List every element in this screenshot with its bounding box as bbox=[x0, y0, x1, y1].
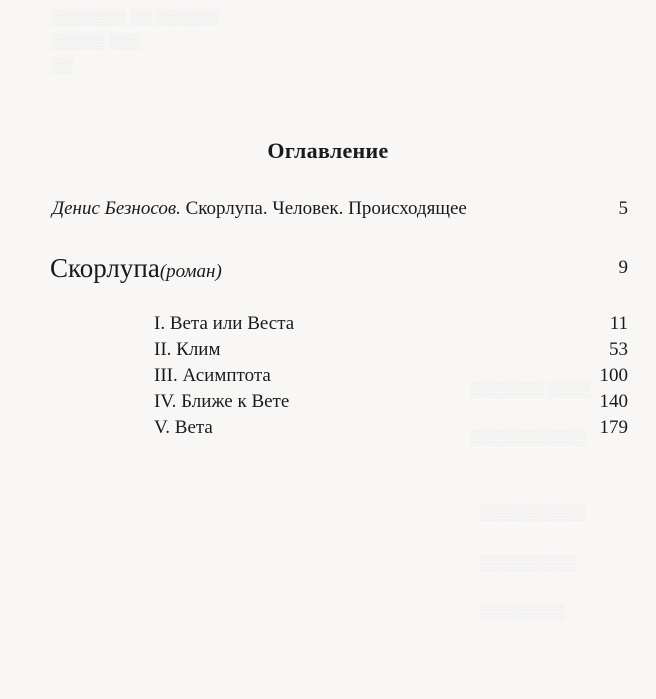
chapter-page-number: 140 bbox=[599, 391, 628, 412]
intro-author: Денис Безносов. bbox=[52, 198, 181, 219]
page-title: Оглавление bbox=[267, 138, 389, 163]
bleed-through-2: ▒▒▒▒▒ ▒▒▒ bbox=[52, 34, 141, 50]
bleed-through-4: ▒▒▒▒▒▒▒ ▒▒▒▒ bbox=[470, 382, 591, 398]
bleed-through-1: ▒▒▒▒▒▒▒ ▒▒ ▒▒▒▒▒▒ bbox=[52, 10, 219, 26]
toc-entry-intro bbox=[52, 197, 628, 221]
bleed-through-6: ▒▒▒▒▒▒▒▒▒▒ bbox=[480, 505, 587, 521]
bleed-through-8: ▒▒▒▒▒▒▒▒ bbox=[480, 605, 566, 621]
novel-title: Скорлупа bbox=[50, 253, 160, 283]
chapter-title: II. Клим bbox=[154, 339, 221, 360]
chapter-title: V. Вета bbox=[154, 417, 213, 438]
novel-page-number: 9 bbox=[618, 257, 628, 278]
chapter-list bbox=[154, 311, 628, 441]
chapter-title: III. Асимптота bbox=[154, 365, 271, 386]
chapter-entry-2 bbox=[154, 337, 628, 363]
chapter-entry-1 bbox=[154, 311, 628, 337]
intro-page-number: 5 bbox=[618, 198, 628, 219]
novel-subtitle: (роман) bbox=[159, 261, 222, 282]
chapter-page-number: 11 bbox=[609, 313, 628, 334]
bleed-through-7: ▒▒▒▒▒▒▒▒▒ bbox=[480, 555, 576, 571]
bleed-through-5: ▒▒▒▒▒▒▒▒▒▒▒ bbox=[470, 430, 587, 446]
chapter-entry-3 bbox=[154, 363, 628, 389]
chapter-title: IV. Ближе к Вете bbox=[154, 391, 290, 412]
intro-text: Скорлупа. Человек. Происходящее bbox=[185, 198, 467, 219]
chapter-page-number: 53 bbox=[609, 339, 628, 360]
chapter-entry-5 bbox=[154, 415, 628, 441]
chapter-page-number: 179 bbox=[599, 417, 628, 438]
chapter-page-number: 100 bbox=[599, 365, 628, 386]
toc-entry-novel bbox=[50, 251, 628, 290]
bleed-through-3: ▒▒ bbox=[52, 58, 74, 74]
chapter-title: I. Вета или Веста bbox=[154, 313, 295, 334]
chapter-entry-4 bbox=[154, 389, 628, 415]
